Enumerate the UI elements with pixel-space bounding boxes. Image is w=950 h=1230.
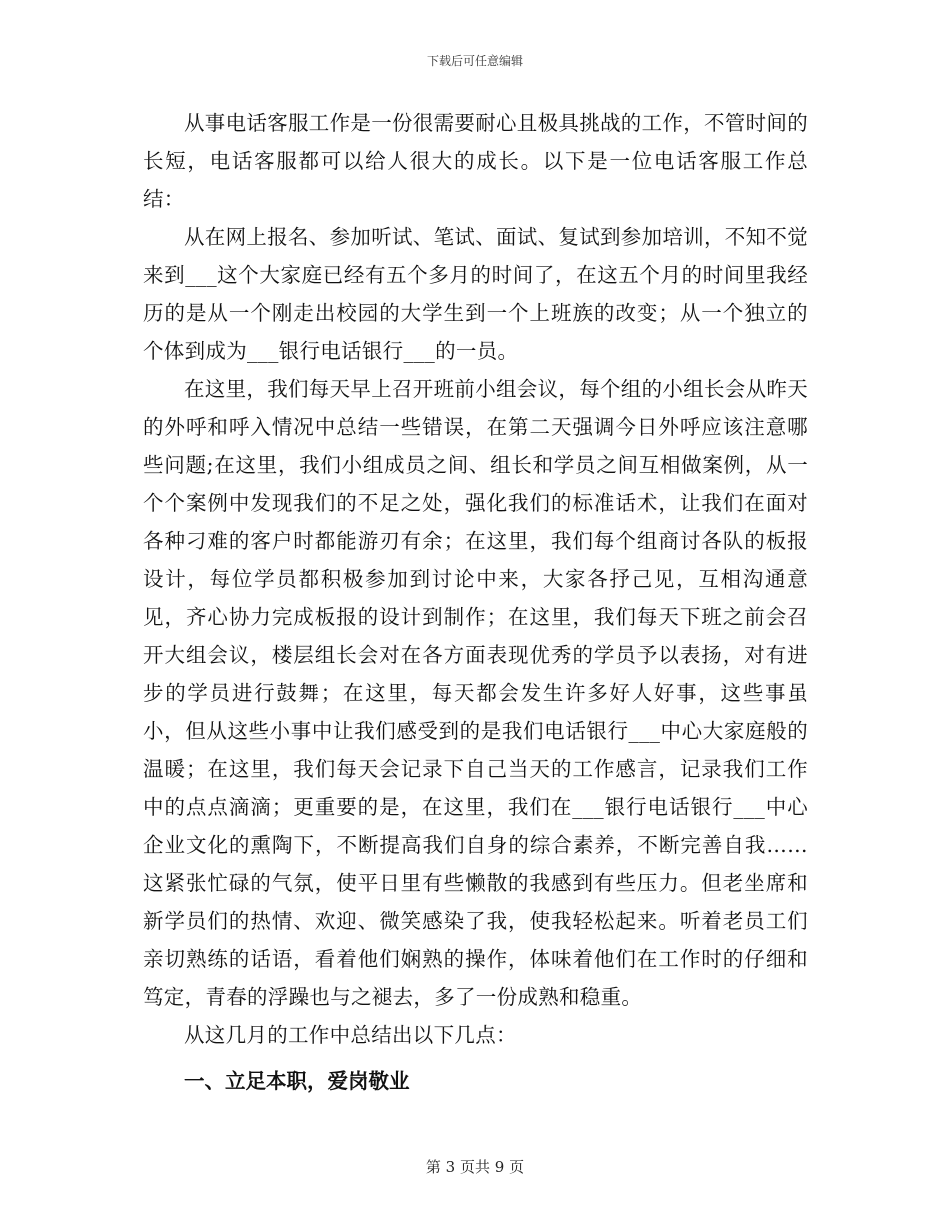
paragraph-summary-lead: 从这几月的工作中总结出以下几点： [184, 1023, 517, 1047]
paragraph-daily-work: 在这里，我们每天早上召开班前小组会议，每个组的小组长会从昨天的外呼和呼入情况中总结一些错误，在第二天强调今日外呼应该注意哪些问题;在这里，我们小组成员之间、组长和学员之间互相做案例，从一个个案例中发现我们的不足之处，强化我们的标准话术，让我们在面对各种刁难的客户时都能游刃有余；在这里，我们每个组商讨各队的板报设计，每位学员都积极参加到讨论中来，大家各抒己见，互相沟通意见，齐心协力完成板报的设计到制作；在这里，我们每天下班之前会召开大组会议，楼层组长会对在各方面表现优秀的学员予以表扬，对有进步的学员进行鼓舞；在这里，每天都会发生许多好人好事，这些事虽小，但从这些小事中让我们感受到的是我们电话银行___中心大家庭般的温暖；在这里，我们每天会记录下自己当天的工作感言，记录我们工作中的点点滴滴；更重要的是，在这里，我们在___银行电话银行___中心企业文化的熏陶下，不断提高我们自身的综合素养，不断完善自我……这紧张忙碌的气氛，使平日里有些懒散的我感到有些压力。但老坐席和新学员们的热情、欢迎、微笑感染了我，使我轻松起来。听着老员工们亲切熟练的话语，看着他们娴熟的操作，体味着他们在工作时的仔细和笃定，青春的浮躁也与之褪去，多了一份成熟和稳重。 [143, 377, 808, 1009]
page-number-footer: 第 3 页共 9 页 [425, 1158, 525, 1176]
paragraph-intro: 从事电话客服工作是一份很需要耐心且极具挑战的工作，不管时间的长短，电话客服都可以给人很大的成长。以下是一位电话客服工作总结： [143, 111, 808, 211]
document-body [143, 104, 808, 1100]
paragraph-joining: 从在网上报名、参加听试、笔试、面试、复试到参加培训，不知不觉来到___这个大家庭已经有五个多月的时间了，在这五个月的时间里我经历的是从一个刚走出校园的大学生到一个上班族的改变；从一个独立的个体到成为___银行电话银行___的一员。 [143, 225, 808, 363]
page-header-note: 下载后可任意编辑 [426, 54, 523, 68]
section-heading: 一、立足本职，爱岗敬业 [184, 1069, 410, 1093]
